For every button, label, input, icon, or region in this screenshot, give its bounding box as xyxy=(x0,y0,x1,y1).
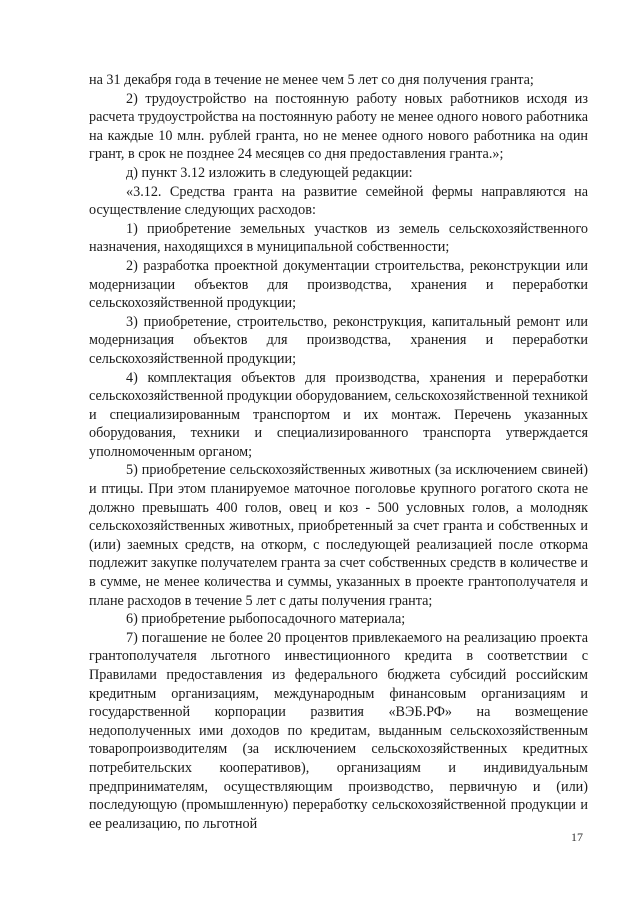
document-body xyxy=(89,71,588,833)
paragraph-list-item-1: 1) приобретение земельных участков из земель сельскохозяйственного назначения, находящихся в муниципальной собственности; xyxy=(89,220,588,256)
paragraph-list-item-4: 4) комплектация объектов для производства, хранения и переработки сельскохозяйственной продукции оборудованием, сельскохозяйственной техникой и специализированным транспортом и их монтаж. Перечень указанных оборудования, техники и специализированного транспорта утверждается уполномоченным органом; xyxy=(89,369,588,460)
paragraph-item-2-employment: 2) трудоустройство на постоянную работу новых работников исходя из расчета трудоустройства на постоянную работу не менее одного нового работника на каждые 10 млн. рублей гранта, но не менее одного нового работника на один грант, в срок не позднее 24 месяцев со дня предоставления гранта.»; xyxy=(89,90,588,163)
paragraph-continuation: на 31 декабря года в течение не менее чем 5 лет со дня получения гранта; xyxy=(89,72,534,88)
paragraph-list-item-7: 7) погашение не более 20 процентов привлекаемого на реализацию проекта грантополучателя льготного инвестиционного кредита в соответствии с Правилами предоставления из федерального бюджета субсидий российским кредитным организациям, международным финансовым организациям и государственной корпорации развития «ВЭБ.РФ» на возмещение недополученных ими доходов по кредитам, выданным сельскохозяйственным товаропроизводителям (за исключением сельскохозяйственных кредитных потребительских кооперативов), организациям и индивидуальным предпринимателям, осуществляющим производство, первичную и (или) последующую (промышленную) переработку сельскохозяйственной продукции и ее реализацию, по льготной xyxy=(89,629,588,832)
paragraph-list-item-3: 3) приобретение, строительство, реконструкция, капитальный ремонт или модернизация объектов для производства, хранения и переработки сельскохозяйственной продукции; xyxy=(89,313,588,367)
paragraph-list-item-6: 6) приобретение рыбопосадочного материала; xyxy=(126,611,406,628)
paragraph-amendment-d: д) пункт 3.12 изложить в следующей редакции: xyxy=(126,164,413,181)
paragraph-list-item-5: 5) приобретение сельскохозяйственных животных (за исключением свиней) и птицы. При этом планируемое маточное поголовье крупного рогатого скота не должно превышать 400 голов, овец и коз - 500 условных голов, а молодняк сельскохозяйственных животных, приобретенный за счет гранта и собственных и (или) заемных средств, на откорм, с последующей реализацией после откорма подлежит закупке получателем гранта за счет собственных средств в количестве и в сумме, не менее количества и суммы, указанных в проекте грантополучателя и плане расходов в течение 5 лет с даты получения гранта; xyxy=(89,462,588,609)
paragraph-3-12-intro: «3.12. Средства гранта на развитие семейной фермы направляются на осуществление следующих расходов: xyxy=(89,183,588,219)
paragraph-list-item-2: 2) разработка проектной документации строительства, реконструкции или модернизации объектов для производства, хранения и переработки сельскохозяйственной продукции; xyxy=(89,257,588,312)
page-number: 17 xyxy=(571,830,583,844)
